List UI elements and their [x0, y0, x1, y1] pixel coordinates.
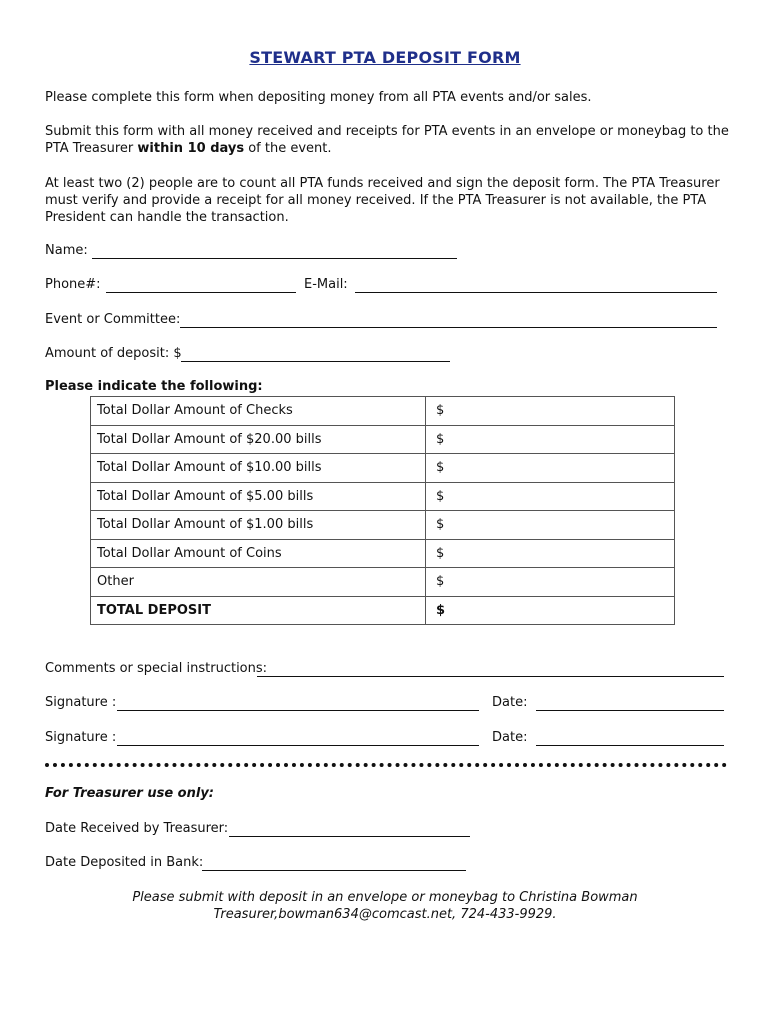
signature-label-1: Signature : — [45, 695, 117, 710]
table-row — [91, 454, 675, 483]
table-row — [91, 397, 675, 426]
name-label: Name: — [45, 243, 88, 258]
submit-deadline: within 10 days — [137, 141, 245, 156]
amount-field[interactable] — [181, 361, 450, 362]
intro-text: Please complete this form when depositing money from all PTA events and/or sales. — [45, 90, 592, 105]
email-field[interactable] — [355, 292, 717, 293]
submit-text-before: Submit this form with all money received and receipts for PTA events in an envelope or moneybag to the PTA Treasurer — [45, 124, 729, 156]
page-title: STEWART PTA DEPOSIT FORM — [249, 48, 521, 67]
table-row — [91, 568, 675, 597]
row-amount-field[interactable]: $ — [426, 511, 675, 540]
footer-line-2: Treasurer,bowman634@comcast.net, 724-433-9929. — [213, 907, 557, 922]
signature-field-2[interactable] — [117, 745, 479, 746]
total-amount-field[interactable]: $ — [426, 596, 675, 625]
submit-instructions — [45, 123, 735, 157]
row-label: Total Dollar Amount of $1.00 bills — [91, 511, 426, 540]
date-received-label: Date Received by Treasurer: — [45, 821, 229, 836]
row-label: Total Dollar Amount of $10.00 bills — [91, 454, 426, 483]
signature-field-1[interactable] — [117, 710, 479, 711]
date-field-2[interactable] — [536, 745, 724, 746]
row-amount-field[interactable]: $ — [426, 454, 675, 483]
row-amount-field[interactable]: $ — [426, 397, 675, 426]
treasurer-heading: For Treasurer use only: — [45, 786, 214, 801]
event-field[interactable] — [180, 327, 717, 328]
event-label: Event or Committee: — [45, 312, 181, 327]
comments-label: Comments or special instructions: — [45, 661, 268, 676]
row-label: Total Dollar Amount of $5.00 bills — [91, 482, 426, 511]
row-label: Total Dollar Amount of Checks — [91, 397, 426, 426]
indicate-heading: Please indicate the following: — [45, 379, 263, 394]
table-row — [91, 539, 675, 568]
footer-line-1: Please submit with deposit in an envelope or moneybag to Christina Bowman — [132, 890, 638, 905]
row-amount-field[interactable]: $ — [426, 539, 675, 568]
submit-text-after: of the event. — [244, 141, 332, 156]
amounts-table — [90, 396, 675, 625]
row-amount-field[interactable]: $ — [426, 568, 675, 597]
row-amount-field[interactable]: $ — [426, 425, 675, 454]
row-label: Other — [91, 568, 426, 597]
row-label: Total Dollar Amount of $20.00 bills — [91, 425, 426, 454]
comments-field[interactable] — [257, 676, 724, 677]
date-deposited-label: Date Deposited in Bank: — [45, 855, 204, 870]
row-amount-field[interactable]: $ — [426, 482, 675, 511]
email-label: E-Mail: — [304, 277, 348, 292]
total-label: TOTAL DEPOSIT — [91, 596, 426, 625]
table-row — [91, 425, 675, 454]
name-field[interactable] — [92, 258, 457, 259]
count-instructions: At least two (2) people are to count all PTA funds received and sign the deposit form. The PTA Treasurer must verify and provide a receipt for all money received. If the PTA Treasurer is not available, the PTA President can handle the transaction. — [45, 176, 720, 225]
date-label-1: Date: — [492, 695, 528, 710]
cut-divider — [45, 763, 727, 767]
table-row — [91, 482, 675, 511]
date-deposited-field[interactable] — [202, 870, 466, 871]
date-label-2: Date: — [492, 730, 528, 745]
phone-field[interactable] — [106, 292, 296, 293]
table-row — [91, 511, 675, 540]
phone-label: Phone#: — [45, 277, 101, 292]
table-row-total — [91, 596, 675, 625]
amount-label: Amount of deposit: $ — [45, 346, 182, 361]
row-label: Total Dollar Amount of Coins — [91, 539, 426, 568]
date-received-field[interactable] — [229, 836, 470, 837]
date-field-1[interactable] — [536, 710, 724, 711]
signature-label-2: Signature : — [45, 730, 117, 745]
